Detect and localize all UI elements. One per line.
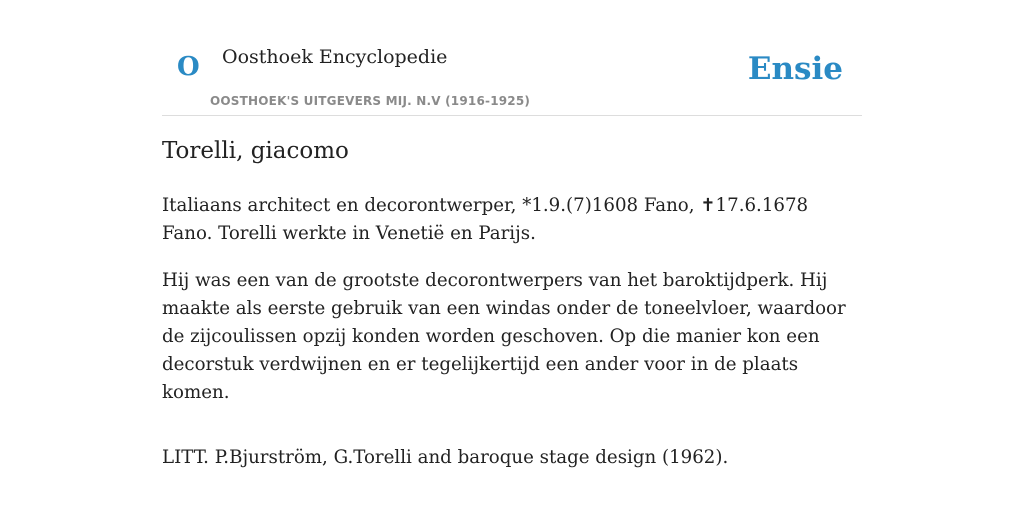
entry-title: Torelli, giacomo <box>162 138 349 164</box>
site-logo-link[interactable]: Ensie <box>747 51 843 87</box>
literature-reference: LITT. P.Bjurström, G.Torelli and baroque stage design (1962). <box>162 447 729 468</box>
publication-title[interactable]: Oosthoek Encyclopedie <box>222 46 448 68</box>
entry-paragraph: Hij was een van de grootste decorontwerpers van het baroktijdperk. Hij maakte als eerste gebruik van een windas onder de toneelvloer, waardoor de zijcoulissen opzij konden worden geschoven. Op die manier kon een decorstuk verdwijnen en er tegelijkertijd een ander voor in de plaats komen. <box>162 270 846 403</box>
publication-header <box>162 36 862 116</box>
entry-paragraph: Italiaans architect en decorontwerper, *1.9.(7)1608 Fano, ✝17.6.1678 Fano. Torelli werkte in Venetië en Parijs. <box>162 195 809 244</box>
entry-body <box>162 192 862 491</box>
publisher-subtitle: OOSTHOEK'S UITGEVERS MIJ. N.V (1916-1925) <box>210 94 531 108</box>
publication-logo[interactable]: O <box>177 52 200 82</box>
